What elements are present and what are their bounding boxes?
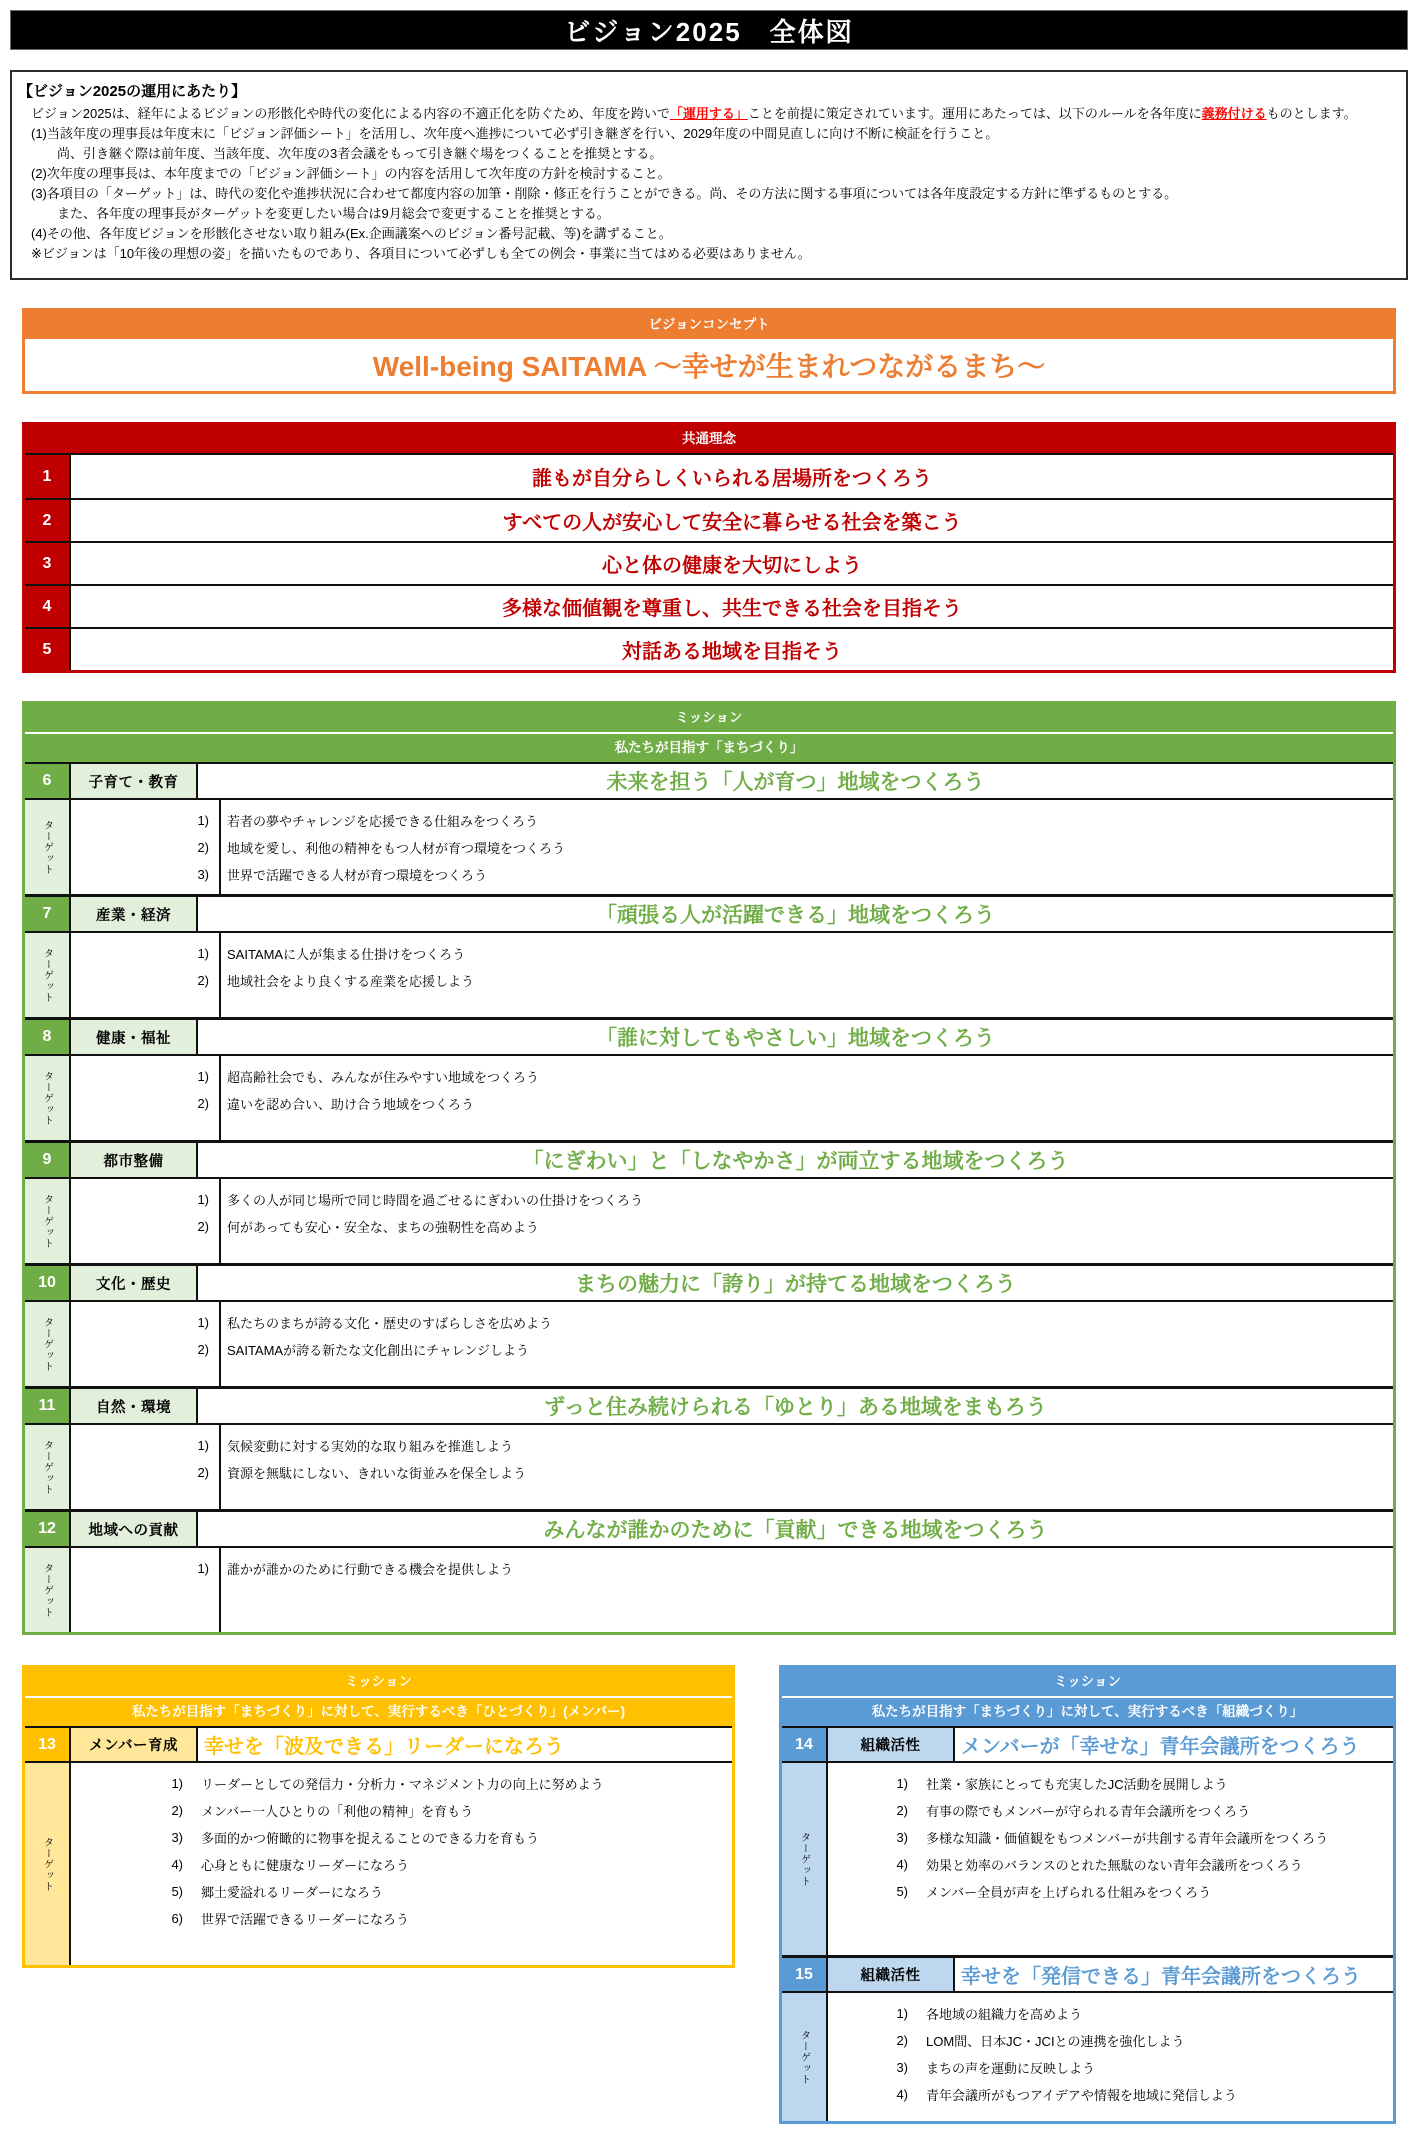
principle-row bbox=[25, 541, 1393, 584]
item-category: 文化・歴史 bbox=[71, 1266, 198, 1300]
targets-vertical-label: ターゲット bbox=[25, 1179, 71, 1263]
target-number: 1) bbox=[197, 1315, 209, 1330]
target-row bbox=[71, 1186, 1393, 1213]
target-text: 誰かが誰かのために行動できる機会を提供しよう bbox=[227, 1562, 514, 1577]
mission-machi-band: ミッション bbox=[25, 704, 1393, 732]
principle-number: 4 bbox=[25, 586, 71, 627]
principle-text: すべての人が安心して安全に暮らせる社会を築こう bbox=[502, 512, 962, 534]
item-number: 7 bbox=[25, 897, 71, 931]
target-row bbox=[71, 1851, 732, 1878]
principle-text: 心と体の健康を大切にしよう bbox=[602, 555, 862, 577]
target-text: 有事の際でもメンバーが守られる青年会議所をつくろう bbox=[926, 1804, 1251, 1819]
principle-number: 3 bbox=[25, 543, 71, 584]
target-text: 若者の夢やチャレンジを応援できる仕組みをつくろう bbox=[227, 814, 538, 829]
target-text: 気候変動に対する実効的な取り組みを推進しよう bbox=[227, 1439, 514, 1454]
principles-rows bbox=[25, 453, 1393, 670]
principle-row bbox=[25, 498, 1393, 541]
target-number: 1) bbox=[197, 813, 209, 828]
target-row bbox=[71, 834, 1393, 861]
target-number: 3) bbox=[896, 2060, 908, 2075]
targets-vertical-label: ターゲット bbox=[25, 1425, 71, 1509]
target-text: 多面的かつ俯瞰的に物事を捉えることのできる力を育もう bbox=[201, 1831, 540, 1846]
item-number: 12 bbox=[25, 1512, 71, 1546]
target-number: 2) bbox=[896, 1803, 908, 1818]
targets-vertical-label: ターゲット bbox=[25, 1763, 71, 1965]
target-text: 地域を愛し、利他の精神をもつ人材が育つ環境をつくろう bbox=[227, 841, 566, 856]
mission-soshiki-items bbox=[782, 1726, 1393, 2121]
targets-area bbox=[71, 1056, 1393, 1140]
mission-item bbox=[25, 1263, 1393, 1386]
targets-vertical-label: ターゲット bbox=[25, 1056, 71, 1140]
mission-item-header bbox=[782, 1958, 1393, 1993]
mission-machi-items bbox=[25, 762, 1393, 1632]
target-row bbox=[71, 1213, 1393, 1240]
target-row bbox=[828, 2027, 1393, 2054]
intro-text: (1)当該年度の理事長は年度末に「ビジョン評価シート」を活用し、次年度へ進捗について必ず引き継ぎを行い、2029年度の中間見直しに向け不断に検証を行うこと。 bbox=[18, 126, 999, 141]
target-row bbox=[71, 1309, 1393, 1336]
mission-soshiki-band: ミッション bbox=[782, 1668, 1393, 1696]
target-text: メンバー全員が声を上げられる仕組みをつくろう bbox=[926, 1885, 1212, 1900]
target-text: SAITAMAが誇る新たな文化創出にチャレンジしよう bbox=[227, 1343, 530, 1358]
targets-divider-line bbox=[219, 1179, 221, 1263]
item-number: 13 bbox=[25, 1728, 71, 1761]
target-number: 2) bbox=[896, 2033, 908, 2048]
targets-area bbox=[828, 1993, 1393, 2121]
principle-number: 5 bbox=[25, 629, 71, 670]
target-number: 1) bbox=[197, 1561, 209, 1576]
target-row bbox=[71, 807, 1393, 834]
intro-text: ※ビジョンは「10年後の理想の姿」を描いたものであり、各項目について必ずしも全ての例会・事業に当てはめる必要はありません。 bbox=[18, 246, 811, 261]
mission-item-targets bbox=[25, 800, 1393, 894]
vision-concept-band: ビジョンコンセプト bbox=[25, 311, 1393, 339]
target-number: 2) bbox=[197, 1096, 209, 1111]
target-row bbox=[71, 1824, 732, 1851]
target-row bbox=[828, 2000, 1393, 2027]
targets-area bbox=[71, 1548, 1393, 1632]
item-category: メンバー育成 bbox=[71, 1728, 198, 1761]
mission-item-targets bbox=[25, 1425, 1393, 1509]
mission-item-header bbox=[782, 1728, 1393, 1763]
target-number: 2) bbox=[197, 973, 209, 988]
target-text: 世界で活躍できる人材が育つ環境をつくろう bbox=[227, 868, 488, 883]
item-number: 6 bbox=[25, 764, 71, 798]
mission-item-targets bbox=[25, 1763, 732, 1965]
target-row bbox=[71, 1905, 732, 1932]
item-category: 都市整備 bbox=[71, 1143, 198, 1177]
intro-highlight-text: 義務付ける bbox=[1201, 106, 1267, 121]
targets-divider-line bbox=[219, 1056, 221, 1140]
intro-line bbox=[18, 184, 1400, 204]
target-row bbox=[71, 1336, 1393, 1363]
mission-item-header bbox=[25, 1512, 1393, 1548]
mission-hito-subband: 私たちが目指す「まちづくり」に対して、実行するべき「ひとづくり」(メンバー) bbox=[25, 1698, 732, 1726]
target-number: 3) bbox=[171, 1830, 183, 1845]
item-heading: 「にぎわい」と「しなやかさ」が両立する地域をつくろう bbox=[522, 1150, 1069, 1173]
target-row bbox=[828, 1824, 1393, 1851]
mission-item-targets bbox=[782, 1993, 1393, 2121]
intro-text: ものとします。 bbox=[1266, 106, 1357, 121]
intro-text: ビジョン2025は、経年によるビジョンの形骸化や時代の変化による内容の不適正化を防ぐため、年度を跨いで bbox=[18, 106, 670, 121]
target-text: 心身ともに健康なリーダーになろう bbox=[201, 1858, 410, 1873]
mission-item bbox=[25, 764, 1393, 894]
mission-hito-section bbox=[22, 1665, 735, 1968]
item-heading: メンバーが「幸せな」青年会議所をつくろう bbox=[961, 1736, 1360, 1758]
item-heading: 幸せを「発信できる」青年会議所をつくろう bbox=[961, 1966, 1361, 1988]
target-text: 郷土愛溢れるリーダーになろう bbox=[201, 1885, 384, 1900]
mission-machi-subband: 私たちが目指す「まちづくり」 bbox=[25, 734, 1393, 762]
item-category: 健康・福祉 bbox=[71, 1020, 198, 1054]
intro-line bbox=[18, 244, 1400, 264]
principle-text: 誰もが自分らしくいられる居場所をつくろう bbox=[532, 468, 932, 490]
target-text: 私たちのまちが誇る文化・歴史のすばらしさを広めよう bbox=[227, 1316, 553, 1331]
targets-area bbox=[71, 933, 1393, 1017]
item-heading: 未来を担う「人が育つ」地域をつくろう bbox=[606, 771, 985, 794]
targets-vertical-label: ターゲット bbox=[25, 1302, 71, 1386]
mission-item-targets bbox=[25, 1056, 1393, 1140]
principles-band: 共通理念 bbox=[25, 425, 1393, 453]
mission-soshiki-section bbox=[779, 1665, 1396, 2124]
target-row bbox=[71, 1432, 1393, 1459]
target-text: 超高齢社会でも、みんなが住みやすい地域をつくろう bbox=[227, 1070, 540, 1085]
intro-text: 尚、引き継ぐ際は前年度、当該年度、次年度の3者会議をもって引き継ぐ場をつくることを推奨とする。 bbox=[18, 146, 663, 161]
target-number: 5) bbox=[896, 1884, 908, 1899]
target-text: 効果と効率のバランスのとれた無駄のない青年会議所をつくろう bbox=[926, 1858, 1303, 1873]
target-number: 4) bbox=[896, 2087, 908, 2102]
target-number: 1) bbox=[896, 1776, 908, 1791]
target-number: 4) bbox=[896, 1857, 908, 1872]
targets-divider-line bbox=[219, 1425, 221, 1509]
target-row bbox=[828, 1770, 1393, 1797]
item-number: 8 bbox=[25, 1020, 71, 1054]
bottom-missions-row bbox=[22, 1665, 1396, 2124]
target-number: 6) bbox=[171, 1911, 183, 1926]
mission-soshiki-subband: 私たちが目指す「まちづくり」に対して、実行するべき「組織づくり」 bbox=[782, 1698, 1393, 1726]
target-text: 世界で活躍できるリーダーになろう bbox=[201, 1912, 410, 1927]
mission-machi-section bbox=[22, 701, 1396, 1635]
targets-vertical-label: ターゲット bbox=[25, 800, 71, 894]
targets-vertical-label: ターゲット bbox=[25, 1548, 71, 1632]
item-category: 組織活性 bbox=[828, 1728, 955, 1761]
target-number: 4) bbox=[171, 1857, 183, 1872]
page-title: ビジョン2025 全体図 bbox=[10, 10, 1408, 50]
target-row bbox=[71, 1090, 1393, 1117]
mission-item-targets bbox=[25, 933, 1393, 1017]
intro-line bbox=[18, 224, 1400, 244]
intro-line bbox=[18, 104, 1400, 124]
principle-text: 多様な価値観を尊重し、共生できる社会を目指そう bbox=[502, 598, 962, 620]
item-number: 14 bbox=[782, 1728, 828, 1761]
target-text: 社業・家族にとっても充実したJC活動を展開しよう bbox=[926, 1777, 1228, 1792]
target-text: SAITAMAに人が集まる仕掛けをつくろう bbox=[227, 947, 466, 962]
target-number: 1) bbox=[896, 2006, 908, 2021]
targets-divider-line bbox=[219, 1302, 221, 1386]
target-number: 2) bbox=[197, 840, 209, 855]
principle-row bbox=[25, 455, 1393, 498]
target-row bbox=[71, 1555, 1393, 1582]
mission-hito-items bbox=[25, 1726, 732, 1965]
target-number: 2) bbox=[197, 1465, 209, 1480]
target-row bbox=[71, 940, 1393, 967]
targets-area bbox=[828, 1763, 1393, 1955]
intro-line bbox=[18, 164, 1400, 184]
target-number: 3) bbox=[896, 1830, 908, 1845]
target-text: メンバー一人ひとりの「利他の精神」を育もう bbox=[201, 1804, 474, 1819]
targets-divider-line bbox=[219, 800, 221, 894]
target-row bbox=[71, 1063, 1393, 1090]
target-number: 1) bbox=[197, 1438, 209, 1453]
target-row bbox=[828, 1797, 1393, 1824]
target-row bbox=[828, 2054, 1393, 2081]
mission-item-header bbox=[25, 1143, 1393, 1179]
target-row bbox=[828, 2081, 1393, 2108]
intro-heading: 【ビジョン2025の運用にあたり】 bbox=[18, 83, 247, 100]
target-text: まちの声を運動に反映しよう bbox=[926, 2061, 1096, 2076]
targets-divider-line bbox=[219, 933, 221, 1017]
mission-item bbox=[25, 1728, 732, 1965]
principle-row bbox=[25, 627, 1393, 670]
intro-text: ことを前提に策定されています。運用にあたっては、以下のルールを各年度に bbox=[747, 106, 1202, 121]
target-number: 2) bbox=[197, 1219, 209, 1234]
mission-item-header bbox=[25, 1020, 1393, 1056]
target-row bbox=[828, 1851, 1393, 1878]
item-number: 15 bbox=[782, 1958, 828, 1991]
mission-item bbox=[25, 1509, 1393, 1632]
target-text: 何があっても安心・安全な、まちの強靭性を高めよう bbox=[227, 1220, 539, 1235]
target-text: リーダーとしての発信力・分析力・マネジメント力の向上に努めよう bbox=[201, 1777, 604, 1792]
mission-item-header bbox=[25, 764, 1393, 800]
mission-hito-band: ミッション bbox=[25, 1668, 732, 1696]
principle-text: 対話ある地域を目指そう bbox=[622, 641, 842, 663]
intro-highlight-text: 「運用する」 bbox=[669, 106, 748, 121]
mission-item bbox=[25, 894, 1393, 1017]
item-category: 子育て・教育 bbox=[71, 764, 198, 798]
intro-text: また、各年度の理事長がターゲットを変更したい場合は9月総会で変更することを推奨とする。 bbox=[18, 206, 610, 221]
mission-item-header bbox=[25, 1389, 1393, 1425]
target-text: 各地域の組織力を高めよう bbox=[926, 2007, 1083, 2022]
mission-item bbox=[25, 1017, 1393, 1140]
intro-line bbox=[18, 144, 1400, 164]
target-row bbox=[828, 1878, 1393, 1905]
target-row bbox=[71, 1459, 1393, 1486]
intro-text: (4)その他、各年度ビジョンを形骸化させない取り組み(Ex.企画議案へのビジョン番号記載、等)を講ずること。 bbox=[18, 226, 672, 241]
targets-area bbox=[71, 800, 1393, 894]
target-number: 3) bbox=[197, 867, 209, 882]
target-text: 違いを認め合い、助け合う地域をつくろう bbox=[227, 1097, 475, 1112]
mission-item-header bbox=[25, 1728, 732, 1763]
targets-divider-line bbox=[219, 1548, 221, 1632]
target-text: 多くの人が同じ場所で同じ時間を過ごせるにぎわいの仕掛けをつくろう bbox=[227, 1193, 644, 1208]
mission-item-targets bbox=[782, 1763, 1393, 1955]
mission-item bbox=[25, 1386, 1393, 1509]
targets-vertical-label: ターゲット bbox=[25, 933, 71, 1017]
target-row bbox=[71, 861, 1393, 888]
mission-item bbox=[782, 1955, 1393, 2121]
target-text: 地域社会をより良くする産業を応援しよう bbox=[227, 974, 475, 989]
mission-item-targets bbox=[25, 1179, 1393, 1263]
target-row bbox=[71, 1878, 732, 1905]
targets-vertical-label: ターゲット bbox=[782, 1993, 828, 2121]
intro-text: (3)各項目の「ターゲット」は、時代の変化や進捗状況に合わせて都度内容の加筆・削除・修正を行うことができる。尚、その方法に関する事項については各年度設定する方針に準ずるものとする。 bbox=[18, 186, 1178, 201]
mission-item-targets bbox=[25, 1548, 1393, 1632]
target-number: 1) bbox=[197, 946, 209, 961]
vision-concept-section bbox=[22, 308, 1396, 394]
targets-area bbox=[71, 1302, 1393, 1386]
target-number: 5) bbox=[171, 1884, 183, 1899]
item-category: 組織活性 bbox=[828, 1958, 955, 1991]
target-text: 多様な知識・価値観をもつメンバーが共創する青年会議所をつくろう bbox=[926, 1831, 1329, 1846]
target-row bbox=[71, 1797, 732, 1824]
targets-vertical-label: ターゲット bbox=[782, 1763, 828, 1955]
targets-area bbox=[71, 1763, 732, 1965]
item-heading: まちの魅力に「誇り」が持てる地域をつくろう bbox=[575, 1273, 1016, 1296]
item-heading: みんなが誰かのために「貢献」できる地域をつくろう bbox=[543, 1519, 1048, 1542]
item-heading: 「誰に対してもやさしい」地域をつくろう bbox=[596, 1027, 995, 1050]
target-number: 2) bbox=[197, 1342, 209, 1357]
target-number: 1) bbox=[171, 1776, 183, 1791]
mission-item bbox=[782, 1728, 1393, 1955]
targets-area bbox=[71, 1179, 1393, 1263]
principle-number: 1 bbox=[25, 455, 71, 498]
target-text: LOM間、日本JC・JCIとの連携を強化しよう bbox=[926, 2034, 1185, 2049]
target-number: 2) bbox=[171, 1803, 183, 1818]
item-number: 11 bbox=[25, 1389, 71, 1423]
mission-item bbox=[25, 1140, 1393, 1263]
target-row bbox=[71, 967, 1393, 994]
item-heading: 「頑張る人が活躍できる」地域をつくろう bbox=[596, 904, 995, 927]
item-number: 9 bbox=[25, 1143, 71, 1177]
intro-line bbox=[18, 124, 1400, 144]
item-category: 自然・環境 bbox=[71, 1389, 198, 1423]
target-text: 青年会議所がもつアイデアや情報を地域に発信しよう bbox=[926, 2088, 1237, 2103]
principle-row bbox=[25, 584, 1393, 627]
target-row bbox=[71, 1770, 732, 1797]
item-heading: ずっと住み続けられる「ゆとり」ある地域をまもろう bbox=[544, 1396, 1047, 1419]
mission-item-header bbox=[25, 897, 1393, 933]
mission-item-targets bbox=[25, 1302, 1393, 1386]
intro-box bbox=[10, 70, 1408, 280]
item-category: 地域への貢献 bbox=[71, 1512, 198, 1546]
principle-number: 2 bbox=[25, 500, 71, 541]
principles-section bbox=[22, 422, 1396, 673]
item-number: 10 bbox=[25, 1266, 71, 1300]
target-text: 資源を無駄にしない、きれいな街並みを保全しよう bbox=[227, 1466, 527, 1481]
intro-text: (2)次年度の理事長は、本年度までの「ビジョン評価シート」の内容を活用して次年度の方針を検討すること。 bbox=[18, 166, 671, 181]
target-number: 1) bbox=[197, 1069, 209, 1084]
target-number: 1) bbox=[197, 1192, 209, 1207]
item-category: 産業・経済 bbox=[71, 897, 198, 931]
intro-line bbox=[18, 204, 1400, 224]
mission-item-header bbox=[25, 1266, 1393, 1302]
vision-concept-text: Well-being SAITAMA ～幸せが生まれつながるまち～ bbox=[25, 339, 1393, 391]
intro-lines bbox=[18, 104, 1400, 264]
item-heading: 幸せを「波及できる」リーダーになろう bbox=[204, 1736, 564, 1758]
targets-area bbox=[71, 1425, 1393, 1509]
